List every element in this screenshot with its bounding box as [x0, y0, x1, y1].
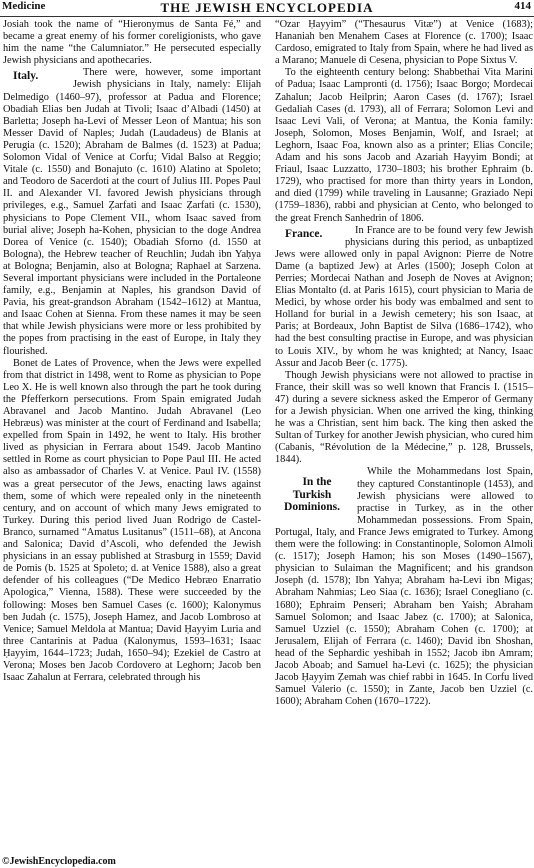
paragraph-8-text: While the Mohammedans lost Spain, they captured Constantinople (1453), and Jewish physicians were allowed to practise in Turkey, as in the other Mohammedan possessions. From Spain, Portugal, Italy, and France Jews emigrated to Turkey. Among them were the following: in Constantinople, Solomon Almoli (c. 1517); Joseph Hamon; his son Moses (1490–1567), physician to Sulaiman the Magnificent; and his grandson Joseph (d. 1578); Ibn Yahya; Abraham ha-Levi ibn Migas; Abraham Nahmias; Leo Siaa (c. 1636); Israel Conegliano (c. 1680); Ephraim Penseri; Abraham ben Yaish; Abraham Samuel Solomon; and Isaac Jabez (c. 1700); at Salonica, Samuel Uzziel (c. 1550); Abraham Cohen (c. 1700); at Jerusalem, Elijah of Ferrara (c. 1460); David ibn Shoshan, head of the Sephardic yeshibah in 1552; Jacob ibn Amram; Jacob Aboab; and Samuel ha-Levi (c. 1625); the physician Jacob Ḥayyim Ẓemah was chief rabbi in 1645. In Corfu lived Samuel Valerio (c. 1550); in Zante, Jacob ben Uzziel (c. 1600); Abraham Cohen (1670–1722).: [275, 466, 533, 708]
copyright-link[interactable]: ©JewishEncyclopedia.com: [2, 856, 116, 867]
paragraph-4: “Ozar Ḥayyim” (“Thesaurus Vitæ”) at Venice (1683); Hananiah ben Menahem Cases at Florence (c. 1700); Isaac Cardoso, emigrated to Italy from Spain, where he had lived as a Marano; Manuele di Cesena, physician to Pope Sixtus V.: [275, 19, 533, 67]
left-column: [3, 19, 261, 684]
encyclopedia-title: THE JEWISH ENCYCLOPEDIA: [160, 0, 374, 15]
paragraph-1: Josiah took the name of “Hieronymus de Santa Fé,” and became a great enemy of his former coreligionists, who gave him the name “the Calumniator.” He persecuted especially Jewish physicians and apothecaries.: [3, 19, 261, 67]
sidenote-france: France.: [285, 227, 323, 240]
section-heading: Medicine: [2, 0, 46, 12]
paragraph-6-text: In France are to be found very few Jewish physicians during this period, as unbaptized Jews were allowed only in papal Avignon: Pierre de Notre Dame (a baptized Jew) at Arles (1500); Joseph Colon at Perries; Mordecai Nathan and Joseph de Noves at Avignon; Elias Montalto (d. at Paris 1615), court physician to Maria de Medici, by whose order his body was embalmed and sent to Holland for burial in a Jewish cemetery; his son Isaac, at Paris; at Bordeaux, John Baptist de Silva (1686–1742), who had the best consulting practise in Europe, and was physician to Louis XIV., by whom he was knighted; at Nancy, Isaac Assur and Jacob Beer (c. 1775).: [275, 224, 533, 369]
header-rule: [0, 16, 534, 17]
right-column: [275, 19, 533, 708]
page-number: 414: [514, 0, 531, 12]
sidenote-turkish-dominions: In the Turkish Dominions.: [284, 476, 340, 514]
paragraph-8: [275, 466, 533, 708]
paragraph-3: Bonet de Lates of Provence, when the Jews were expelled from that district in 1498, went to Rome as physician to Pope Leo X. He is well known also through the part he took during the Pfefferkorn persecutions. From Spain emigrated Judah Abravanel and Jacob Mantino. Judah Abravanel (Leo Hebræus) was minister at the court of Ferdinand and Isabella; expelled from Spain in 1492, he went to Italy. His brother lived as physician in Ferrara about 1549. Jacob Mantino settled in Rome as court physician to Pope Paul III. He acted also as ambassador of Charles V. at Venice. Paul IV. (1558) was a great persecutor of the Jews, enacting laws against them, some of which were repealed only in the nineteenth century, and on account of which many Jews emigrated to Turkey. During this period lived Juan Rodrigo de Castel-Branco, surnamed “Amatus Lusitanus” (1511–68), at Ancona and Salonica; David d’Ascoli, who defended the Jewish physicians in an essay published at Strasburg in 1559; David de Pomis (b. 1525 at Spoleto; d. at Venice 1588), also a great defender of his colleagues (“De Medico Hebræo Enarratio Apologica,” Vienna, 1588). These were succeeded by the following: Moses ben Samuel Cases (c. 1600); Kalonymus ben Judah (c. 1575), Joseph Hamez, and Jacob Lombroso at Venice; Samuel Meldola at Mantua; David Ḥayyim Luria and three Cantarinis at Padua (Kalonymus, 1593–1631; Isaac Ḥayyim, 1644–1723; Judah, 1650–94); Ezekiel de Castro at Verona; Moses ben Jacob Cordovero at Leghorn; Jacob ben Isaac Zahalun at Ferrara, celebrated through his: [3, 357, 261, 684]
paragraph-6: [275, 225, 533, 370]
paragraph-7: Though Jewish physicians were not allowed to practise in France, their skill was so well known that Francis I. (1515–47) during a severe sickness asked the Emperor of Germany for a Jewish physician. When one arrived the king, thinking he was a Christian, sent him back. The king then asked the Sultan of Turkey for another Jewish physician, who cured him (Cabanis, “Révolution de la Médecine,” p. 128, Brussels, 1844).: [275, 369, 533, 466]
paragraph-2-text: There were, however, some important Jewish physicians in Italy, namely: Elijah Delmedigo (1460–97), professor at Padua and Florence; Obadiah Elias ben Judah at Tivoli; Isaac d’Albadi (1450) at Barletta; Joseph ha-Levi of Messer Leon of Mantua; his son Messer David of Naples; Judah (Laudadeus) de Blanis at Perugia (c. 1520); Abraham de Balmes (d. 1523) at Padua; Solomon Vidal of Venice at Corfu; Vidal Balso at Reggio; Vitale (c. 1550) and Bonajuto (c. 1610) Alatino at Spoleto; and Teodoro de Sacerdoti at the court of Julius III. Popes Paul II. and Alexander VI. favored Jewish physicians through privileges, e.g., Samuel Ẓarfati and Isaac Ẓarfati (c. 1530), physicians to Pope Clement VII., whom Isaac saved from burial alive; Joseph ha-Kohen, physician to the doge Andrea Dorea of Venice (c. 1540); Obadiah Sforno (d. 1550 at Bologna), the Hebrew teacher of Reuchlin; Judah ibn Yaḥya at Bologna; Benjamin, also at Bologna; Raphael at Sarzena. Several important physicians were included in the Portaleone family, e.g., Benjamin at Naples, his grandson David of Pavia, his great-grandson Abraham (1542–1612) at Mantua, and Isaac Cohen at Sienna. From these names it may be seen that while Jewish physicians were more or less prohibited by the popes from practising in the east of Europe, in Italy they flourished.: [3, 67, 261, 357]
paragraph-5: To the eighteenth century belong: Shabbethai Vita Marini of Padua; Isaac Lampronti (d. 1756); Isaac Borgo; Mordecai Zahalun; Jacob Heilprin; Aaron Cases (d. 1767); Israel Gedaliah Cases (d. 1793), all of Ferrara; Solomon Levi and Isaac Levi Vali, of Verona; at Mantua, the Konia family: Joseph, Solomon, Moses Benjamin, Wolf, and Israel; at Leghorn, Isaac Foa, known also as a printer; Elias Concile; Adam and his sons Jacob and Azariah Hayyim Bondi; at Friaul, Isaac Luzzatto, 1730–1803; his brother Ephraim (b. 1729), who practised for more than thirty years in London, and died (1799) while traveling in Lausanne; Graziado Nepi (1759–1836), rabbi and physician at Cento, who belonged to the great French Sanhedrin of 1806.: [275, 67, 533, 224]
paragraph-2: [3, 67, 261, 357]
sidenote-italy: Italy.: [13, 70, 39, 83]
page-header: [0, 0, 534, 15]
